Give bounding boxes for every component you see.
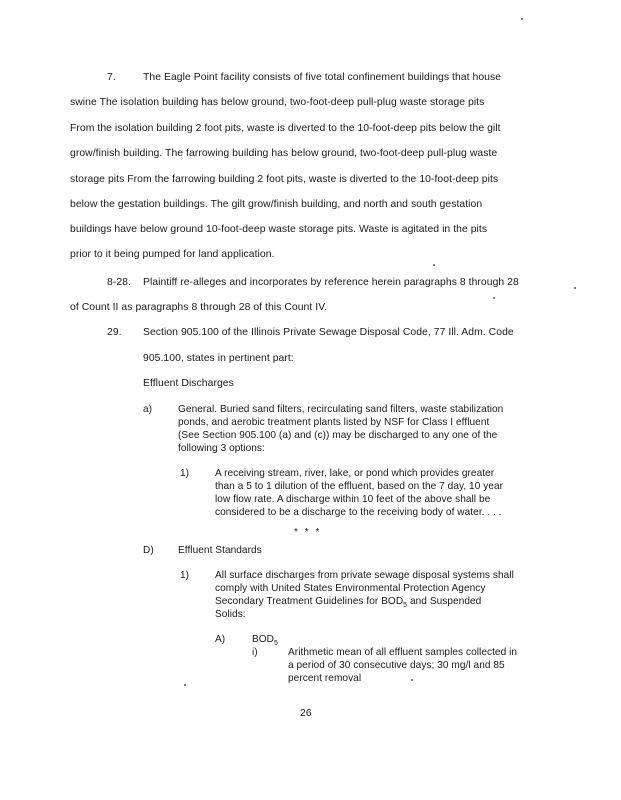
item-A-label: A) <box>215 634 226 645</box>
paragraph-8-28-number: 8-28. <box>107 277 131 288</box>
paragraph-7-line: From the isolation building 2 foot pits, waste is diverted to the 10-foot-deep pits below the gilt <box>70 123 501 134</box>
scan-speck <box>433 264 435 266</box>
item-d-1-line: Solids: <box>215 609 246 620</box>
item-i-line: Arithmetic mean of all effluent samples collected in <box>288 647 518 658</box>
bod-term-text: BOD <box>252 634 275 645</box>
item-a-1-line: A receiving stream, river, lake, or pond which provides greater <box>215 468 495 479</box>
scan-speck <box>493 297 495 299</box>
item-i-label: i) <box>252 647 258 658</box>
paragraph-8-28-line: Plaintiff re-alleges and incorporates by reference herein paragraphs 8 through 28 <box>143 277 519 288</box>
item-d-label: D) <box>143 545 154 556</box>
item-d-1-line: All surface discharges from private sewage disposal systems shall <box>215 570 514 581</box>
item-d-1-text: Secondary Treatment Guidelines for BOD <box>215 596 404 607</box>
item-a-1-label: 1) <box>180 468 190 479</box>
scan-speck <box>521 18 523 20</box>
bod-subscript: 5 <box>403 602 408 609</box>
item-d-1-line <box>215 596 481 607</box>
paragraph-29-line: 905.100, states in pertinent part: <box>143 353 294 364</box>
item-a-label: a) <box>143 404 153 415</box>
item-d-1-label: 1) <box>180 570 190 581</box>
effluent-standards-heading: Effluent Standards <box>178 545 262 556</box>
item-a-1-line: low flow rate. A discharge within 10 feet of the above shall be <box>215 494 491 505</box>
paragraph-7-number: 7. <box>107 72 116 83</box>
paragraph-7-line: storage pits From the farrowing building 2 foot pits, waste is diverted to the 10-foot-deep pits <box>70 174 499 185</box>
bod-term <box>252 634 278 645</box>
effluent-discharges-heading: Effluent Discharges <box>143 378 234 389</box>
bod-subscript: 5 <box>274 640 278 647</box>
item-a-line: following 3 options: <box>178 443 265 454</box>
item-d-1-line: comply with United States Environmental Protection Agency <box>215 583 486 594</box>
item-a-line: (See Section 905.100 (a) and (c)) may be discharged to any one of the <box>178 430 498 441</box>
scan-speck <box>411 679 413 681</box>
scan-speck <box>574 287 576 289</box>
page-number: 26 <box>300 708 312 719</box>
paragraph-7-line: grow/finish building. The farrowing building has below ground, two-foot-deep pull-plug waste <box>70 148 498 159</box>
paragraph-7-line: prior to it being pumped for land application. <box>70 249 275 260</box>
paragraph-29-line: Section 905.100 of the Illinois Private Sewage Disposal Code, 77 Ill. Adm. Code <box>143 327 514 338</box>
item-a-1-line: considered to be a discharge to the receiving body of water. . . . <box>215 507 502 518</box>
paragraph-7-line: The Eagle Point facility consists of five total confinement buildings that house <box>143 72 502 83</box>
section-break: * * * <box>294 527 322 538</box>
paragraph-7-line: buildings have below ground 10-foot-deep waste storage pits. Waste is agitated in the pits <box>70 224 488 235</box>
item-i-line: percent removal <box>288 673 362 684</box>
item-a-line: ponds, and aerobic treatment plants listed by NSF for Class I effluent <box>178 417 490 428</box>
item-i-line: a period of 30 consecutive days; 30 mg/l and 85 <box>288 660 505 671</box>
item-d-1-text: and Suspended <box>407 596 482 607</box>
paragraph-7-line: swine The isolation building has below ground, two-foot-deep pull-plug waste storage pits <box>70 97 485 108</box>
paragraph-29-number: 29. <box>107 327 122 338</box>
scan-speck <box>184 684 186 686</box>
paragraph-8-28-line: of Count II as paragraphs 8 through 28 of this Count IV. <box>70 302 328 313</box>
paragraph-7-line: below the gestation buildings. The gilt grow/finish building, and north and south gestation <box>70 199 483 210</box>
item-a-1-line: than a 5 to 1 dilution of the effluent, based on the 7 day, 10 year <box>215 481 504 492</box>
item-a-line: General. Buried sand filters, recirculating sand filters, waste stabilization <box>178 404 504 415</box>
